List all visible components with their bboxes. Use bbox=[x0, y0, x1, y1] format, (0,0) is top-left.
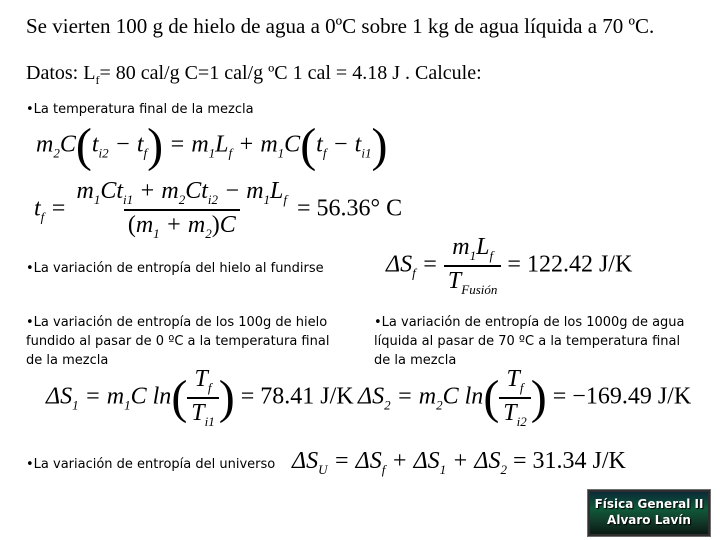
problem-statement: Se vierten 100 g de hielo de agua a 0ºC sobre 1 kg de agua líquida a 70 ºC. bbox=[26, 14, 655, 38]
datos-rest: = 80 cal/g C=1 cal/g ºC 1 cal = 4.18 J . Calcule: bbox=[99, 62, 482, 84]
bullet-entropy-melted: •La variación de entropía de los 100g de hielo fundido al pasar de 0 ºC a la temperatura final de la mezcla bbox=[26, 315, 330, 368]
bullet-entropy-water: •La variación de entropía de los 1000g de agua líquida al pasar de 70 ºC a la temperatura final de la mezcla bbox=[374, 315, 685, 368]
bullet-entropy-ice: •La variación de entropía del hielo al fundirse bbox=[26, 261, 324, 276]
entropy-fusion-equation: $\Delta S_f$ = $\frac{m_1L_f}{T_{Fusión}}$ = 122.42 J/K bbox=[386, 234, 633, 297]
final-temperature-result: = 56.36° C bbox=[297, 195, 403, 222]
entropy-s1-equation: $\Delta S_1 = m_1C$ ln( $\frac{T_f}{T_{i1}}$ ) = 78.41 J/K bbox=[46, 366, 354, 429]
entropy-s2-result: = −169.49 J/K bbox=[552, 383, 692, 410]
entropy-universe-equation: $\Delta S_U = \Delta S_f + \Delta S_1 + \Delta S_2 = 31.34$ J/K bbox=[292, 448, 626, 477]
problem-data bbox=[26, 62, 482, 88]
entropy-universe-result: = 31.34 J/K bbox=[512, 448, 626, 474]
final-temperature-equation: $t_f$ = $\frac{m_1Ct_{i1} + m_2Ct_{i2} - m_1L_f}{(m_1 + m_2)C}$ = 56.36° C bbox=[34, 178, 403, 241]
entropy-s1-result: = 78.41 J/K bbox=[240, 383, 354, 410]
course-logo bbox=[588, 490, 710, 536]
logo-author-name: Alvaro Lavín bbox=[607, 513, 691, 527]
bullet-final-temp: •La temperatura final de la mezcla bbox=[26, 102, 254, 117]
bullet-entropy-universe: •La variación de entropía del universo bbox=[26, 457, 276, 472]
logo-course-name: Física General II bbox=[594, 497, 704, 511]
datos-sub: f bbox=[95, 73, 100, 87]
entropy-fusion-result: = 122.42 J/K bbox=[507, 251, 633, 278]
datos-prefix: Datos: L bbox=[26, 62, 96, 84]
entropy-s2-equation: $\Delta S_2 = m_2C$ ln( $\frac{T_f}{T_{i2}}$ ) = −169.49 J/K bbox=[358, 366, 692, 429]
heat-balance-equation: $m_2C(t_{i2} - t_f) = m_1L_f + m_1C(t_f - t_{i1})$ bbox=[36, 119, 388, 172]
